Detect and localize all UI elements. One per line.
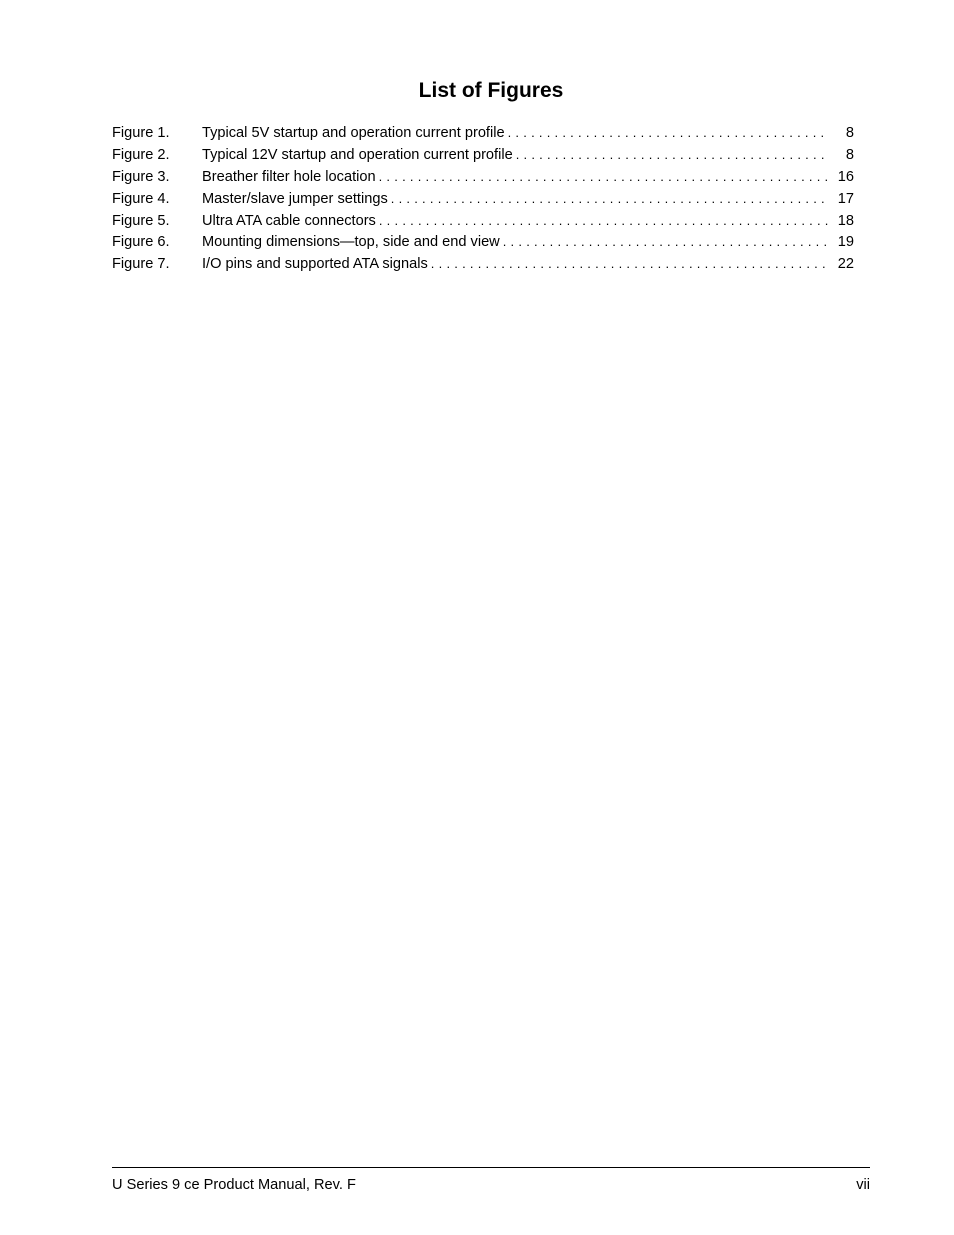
page-title: List of Figures	[418, 79, 564, 102]
figure-page-number[interactable]: 18	[837, 212, 854, 229]
figure-number: Figure 6.	[112, 234, 170, 251]
dot-leader	[379, 166, 828, 188]
figure-number: Figure 4.	[112, 190, 170, 207]
dot-leader	[431, 253, 828, 275]
figure-entry[interactable]	[112, 166, 854, 188]
figure-title[interactable]: Breather filter hole location	[202, 168, 376, 185]
dot-leader	[391, 188, 828, 210]
figure-number: Figure 1.	[112, 125, 170, 141]
figure-list	[112, 122, 854, 275]
figure-entry[interactable]	[112, 144, 854, 166]
figure-page-number[interactable]: 16	[837, 168, 854, 185]
figure-page-number[interactable]: 17	[837, 190, 854, 207]
dot-leader	[379, 210, 828, 232]
figure-title[interactable]: Ultra ATA cable connectors	[202, 212, 376, 229]
figure-title[interactable]: I/O pins and supported ATA signals	[202, 256, 428, 273]
figure-number: Figure 3.	[112, 168, 170, 185]
figure-entry[interactable]	[112, 253, 854, 275]
footer-divider	[112, 1167, 870, 1168]
dot-leader	[503, 231, 828, 253]
figure-page-number[interactable]: 22	[837, 256, 854, 273]
dot-leader	[516, 144, 828, 166]
figure-page-number[interactable]: 8	[845, 146, 854, 163]
figure-entry[interactable]	[112, 188, 854, 210]
figure-number: Figure 7.	[112, 256, 170, 273]
figure-entry[interactable]	[112, 122, 854, 144]
figure-page-number[interactable]: 8	[845, 125, 854, 141]
figure-page-number[interactable]: 19	[837, 234, 854, 251]
footer-page-number: vii	[856, 1177, 870, 1193]
figure-title[interactable]: Mounting dimensions—top, side and end view	[202, 234, 500, 251]
footer-document-title: U Series 9 ce Product Manual, Rev. F	[112, 1177, 356, 1193]
dot-leader	[508, 122, 828, 144]
figure-title[interactable]: Master/slave jumper settings	[202, 190, 388, 207]
figure-entry[interactable]	[112, 231, 854, 253]
figure-number: Figure 2.	[112, 146, 170, 163]
figure-number: Figure 5.	[112, 212, 170, 229]
figure-title[interactable]: Typical 5V startup and operation current profile	[202, 125, 505, 141]
figure-title[interactable]: Typical 12V startup and operation current profile	[202, 146, 513, 163]
figure-entry[interactable]	[112, 210, 854, 232]
